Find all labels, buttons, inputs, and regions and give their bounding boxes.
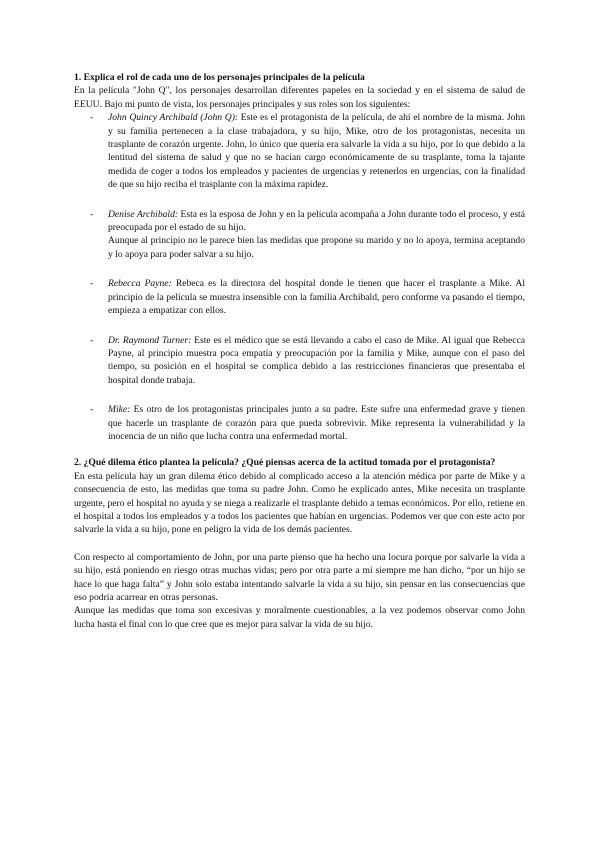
paragraph-spacer — [74, 537, 525, 551]
character-extra: Aunque al principio no le parece bien las medidas que propone su marido y no lo apoya, termina aceptando y lo apoya para poder salvar a su hijo. — [108, 235, 525, 260]
character-description: Es otro de los protagonistas principales junto a su padre. Este sufre una enfermedad grave y tienen que hacerle un trasplante de corazón para que pueda sobrevivir. Mike representa la vulnerabilidad y la inocencia de un niño que lucha contra una enfermedad mortal. — [108, 404, 525, 442]
character-item-john — [74, 111, 525, 191]
character-item-rebecca — [74, 277, 525, 317]
character-name: Rebecca Payne: — [108, 278, 172, 290]
section-2-paragraph-3: Aunque las medidas que toma son excesivas y moralmente cuestionables, a la vez podemos observar como John lucha hasta el final con lo que cree que es mejor para salvar la vida de su hijo. — [74, 605, 525, 630]
character-name: Dr. Raymond Turner: — [108, 334, 192, 346]
list-spacer — [74, 261, 525, 277]
character-name: Mike: — [108, 404, 131, 416]
character-description: Este es el médico que se está llevando a cabo el caso de Mike. Al igual que Rebecca Payne, al principio muestra poca empatía y preocupación por la familia y Mike, aunque con el paso del tiempo, su posición en el hospital se complica debido a las restricciones financieras que presentaba el hospital donde trabaja. — [108, 334, 525, 386]
list-spacer — [74, 192, 525, 208]
list-dash: - — [90, 278, 94, 290]
section-2-paragraph-1: En esta película hay un gran dilema ético debido al complicado acceso a la atención médica por parte de Mike y a consecuencia de esto, las medidas que toma su padre John. Como he explicado antes, Mike necesita un trasplante urgente, pero el hospital no ayuda y se niega a realizarle el trasplante debido a temas económicos. Por ello, retiene en el hospital a todos los empleados y a todos los pacientes que habían en urgencias. Podemos ver que con este acto por salvarle la vida a su hijo, pone en peligro la vida de los demás pacientes. — [74, 470, 525, 536]
character-description: Esta es la esposa de John y en la película acompaña a John durante todo el proceso, y está preocupada por el estado de su hijo. — [108, 208, 525, 234]
character-name: John Quincy Archibald (John Q): — [108, 112, 239, 124]
character-list — [74, 111, 525, 443]
section-1-heading: 1. Explica el rol de cada uno de los personajes principales de la película — [74, 72, 365, 83]
section-spacer — [74, 443, 525, 456]
list-dash: - — [90, 404, 94, 416]
section-2-paragraph-2: Con respecto al comportamiento de John, por una parte pienso que ha hecho una locura porque por salvarle la vida a su hijo, está poniendo en riesgo otras muchas vidas; pero por otra parte a mí siempre me han dicho, “por un hijo se hace lo que haga falta” y John solo estaba intentando salvarle la vida a su hijo, sin pensar en las consecuencias que eso podría acarrear en otras personas. — [74, 551, 525, 603]
character-item-denise — [74, 208, 525, 262]
list-dash: - — [90, 208, 94, 220]
document-body — [74, 71, 525, 631]
section-1-intro: En la película "John Q", los personajes desarrollan diferentes papeles en la sociedad y en el sistema de salud de EEUU. Bajo mi punto de vista, los personajes principales y sus roles son los siguientes: — [74, 85, 525, 110]
list-dash: - — [90, 334, 94, 346]
character-description: Rebeca es la directora del hospital donde le tienen que hacer el trasplante a Mike. Al principio de la película se muestra insensible con la familia Archibald, pero conforme va pasando el tiempo, empieza a empatizar con ellos. — [108, 278, 525, 317]
character-item-mike — [74, 403, 525, 443]
character-item-turner — [74, 334, 525, 388]
list-spacer — [74, 387, 525, 403]
character-name: Denise Archibald: — [108, 208, 179, 220]
character-description: Este es el protagonista de la película, de ahí el nombre de la misma. John y su familia pertenecen a la clase trabajadora, y su hijo, Mike, otro de los protagonistas, necesita un trasplante de corazón urgente. John, lo único que quería era salvarle la vida a su hijo, por lo que debido a la lentitud del sistema de salud y que no se hacían cargo económicamente de su trasplante, toma la tajante medida de coger a todos los empleados y pacientes de urgencias y retenerlos en urgencias, con la finalidad de que su hijo reciba el trasplante con la máxima rapidez. — [108, 112, 526, 191]
list-spacer — [74, 318, 525, 334]
list-dash: - — [90, 112, 94, 124]
section-2-heading: 2. ¿Qué dilema ético plantea la película? ¿Qué piensas acerca de la actitud tomada por el protagonista? — [74, 457, 496, 469]
